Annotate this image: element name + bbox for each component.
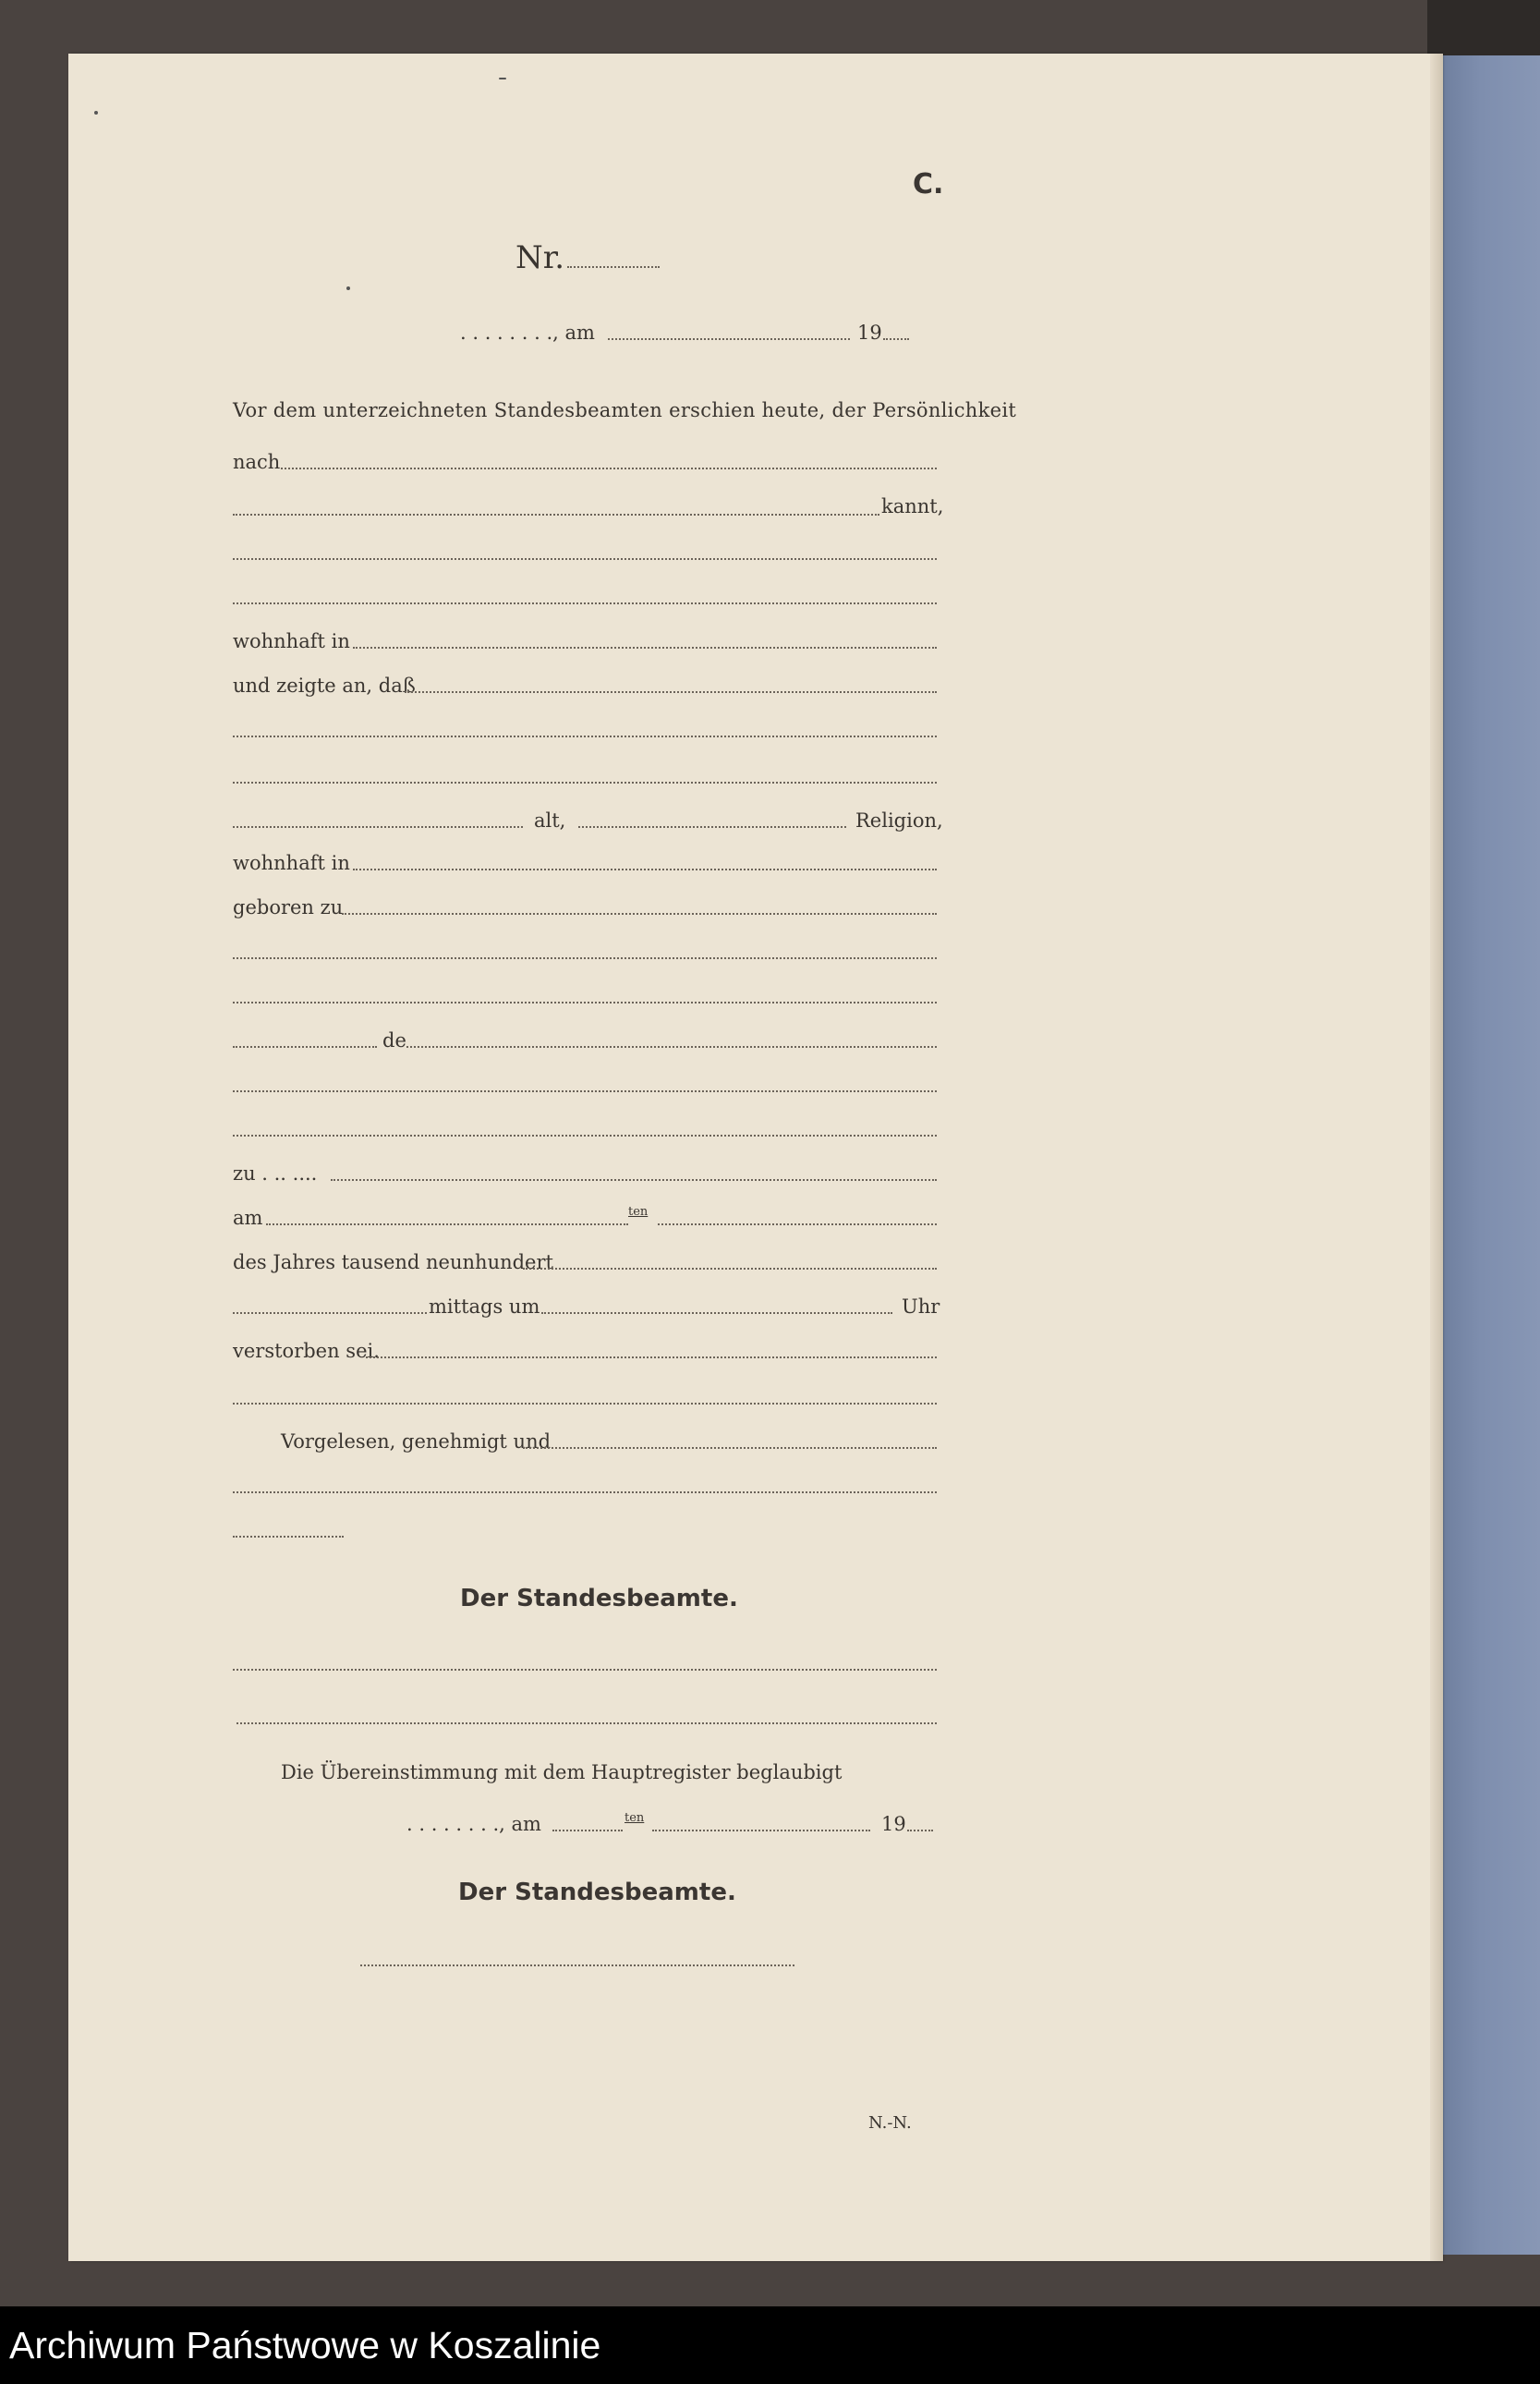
blank-line bbox=[233, 1403, 937, 1405]
registrar-heading-2: Der Standesbeamte. bbox=[458, 1879, 736, 1906]
date2-month-line bbox=[652, 1830, 870, 1831]
date2-prefix: . . . . . . . ., am bbox=[406, 1813, 541, 1835]
vorgelesen-line bbox=[523, 1447, 937, 1449]
mittags-label: mittags um bbox=[429, 1295, 540, 1318]
zu-label: zu . .. .... bbox=[233, 1162, 318, 1185]
date2-year: 19 bbox=[881, 1813, 906, 1835]
blank-line bbox=[233, 1135, 937, 1137]
de-line bbox=[406, 1046, 937, 1048]
wohnhaft-line-2 bbox=[353, 869, 937, 870]
geboren-label: geboren zu bbox=[233, 896, 344, 918]
number-label: Nr. bbox=[515, 239, 565, 276]
ten2-superscript: ten bbox=[624, 1811, 645, 1825]
age-line bbox=[233, 826, 523, 828]
zu-line bbox=[331, 1179, 937, 1181]
blank-line bbox=[233, 1491, 937, 1493]
wohnhaft-line-1 bbox=[353, 647, 937, 649]
paper-speck bbox=[499, 78, 506, 79]
date-year-line bbox=[883, 338, 909, 340]
blank-line bbox=[233, 1002, 937, 1003]
verstorben-line bbox=[366, 1356, 937, 1358]
am-day-line bbox=[266, 1223, 628, 1225]
alt-label: alt, bbox=[534, 809, 566, 832]
blank-line bbox=[233, 1090, 937, 1092]
geboren-line bbox=[342, 913, 937, 915]
blue-cover-edge bbox=[1441, 46, 1540, 2255]
des-jahres-label: des Jahres tausend neunhundert bbox=[233, 1251, 553, 1273]
signature-line-2 bbox=[236, 1722, 937, 1724]
und-zeigte-label: und zeigte an, daß bbox=[233, 675, 416, 697]
number-line bbox=[567, 266, 660, 268]
am-month-line bbox=[658, 1223, 937, 1225]
mittags-prefix-line bbox=[233, 1312, 427, 1314]
archive-footer-bar bbox=[0, 2306, 1540, 2384]
religion-line bbox=[578, 826, 846, 828]
date2-day-line bbox=[552, 1830, 623, 1831]
verstorben-label: verstorben sei. bbox=[233, 1340, 380, 1362]
de-prefix-line bbox=[233, 1046, 377, 1048]
religion-label: Religion, bbox=[855, 809, 943, 832]
form-code-letter: C. bbox=[913, 168, 944, 201]
blank-line bbox=[233, 558, 937, 560]
signature-line-3 bbox=[360, 1964, 794, 1966]
page-edge bbox=[1430, 54, 1443, 2261]
uhr-line bbox=[541, 1312, 892, 1314]
certification-text: Die Übereinstimmung mit dem Hauptregister beglaubigt bbox=[281, 1761, 843, 1783]
blank-line bbox=[233, 957, 937, 959]
ten-superscript: ten bbox=[628, 1205, 649, 1219]
date2-year-line bbox=[907, 1830, 933, 1831]
wohnhaft-label-2: wohnhaft in bbox=[233, 852, 350, 874]
kannt-label: kannt, bbox=[881, 495, 944, 517]
date-prefix: . . . . . . . ., am bbox=[460, 322, 595, 344]
short-blank-line bbox=[233, 1536, 344, 1538]
blank-line bbox=[233, 602, 937, 604]
registrar-heading-1: Der Standesbeamte. bbox=[460, 1585, 738, 1612]
nach-label: nach bbox=[233, 451, 281, 473]
nach-line bbox=[281, 468, 937, 469]
des-jahres-line bbox=[523, 1268, 937, 1270]
wohnhaft-label-1: wohnhaft in bbox=[233, 630, 350, 652]
document-page bbox=[68, 54, 1441, 2261]
signature-line-1 bbox=[233, 1669, 937, 1671]
binding-spine bbox=[1427, 0, 1540, 55]
paper-speck bbox=[346, 286, 350, 290]
blank-line bbox=[233, 736, 937, 737]
printer-mark: N.-N. bbox=[868, 2113, 912, 2133]
date-year: 19 bbox=[857, 322, 882, 344]
paper-speck bbox=[94, 111, 98, 115]
intro-text: Vor dem unterzeichneten Standesbeamten erschien heute, der Persönlichkeit bbox=[233, 399, 1017, 421]
am-label: am bbox=[233, 1207, 263, 1229]
kannt-line bbox=[233, 514, 879, 516]
uhr-label: Uhr bbox=[902, 1295, 940, 1318]
blank-line bbox=[233, 782, 937, 784]
archive-name: Archiwum Państwowe w Koszalinie bbox=[9, 2324, 601, 2366]
und-zeigte-line bbox=[405, 691, 937, 693]
date-line bbox=[608, 338, 850, 340]
vorgelesen-label: Vorgelesen, genehmigt und bbox=[281, 1430, 552, 1453]
de-label: de bbox=[382, 1029, 406, 1052]
